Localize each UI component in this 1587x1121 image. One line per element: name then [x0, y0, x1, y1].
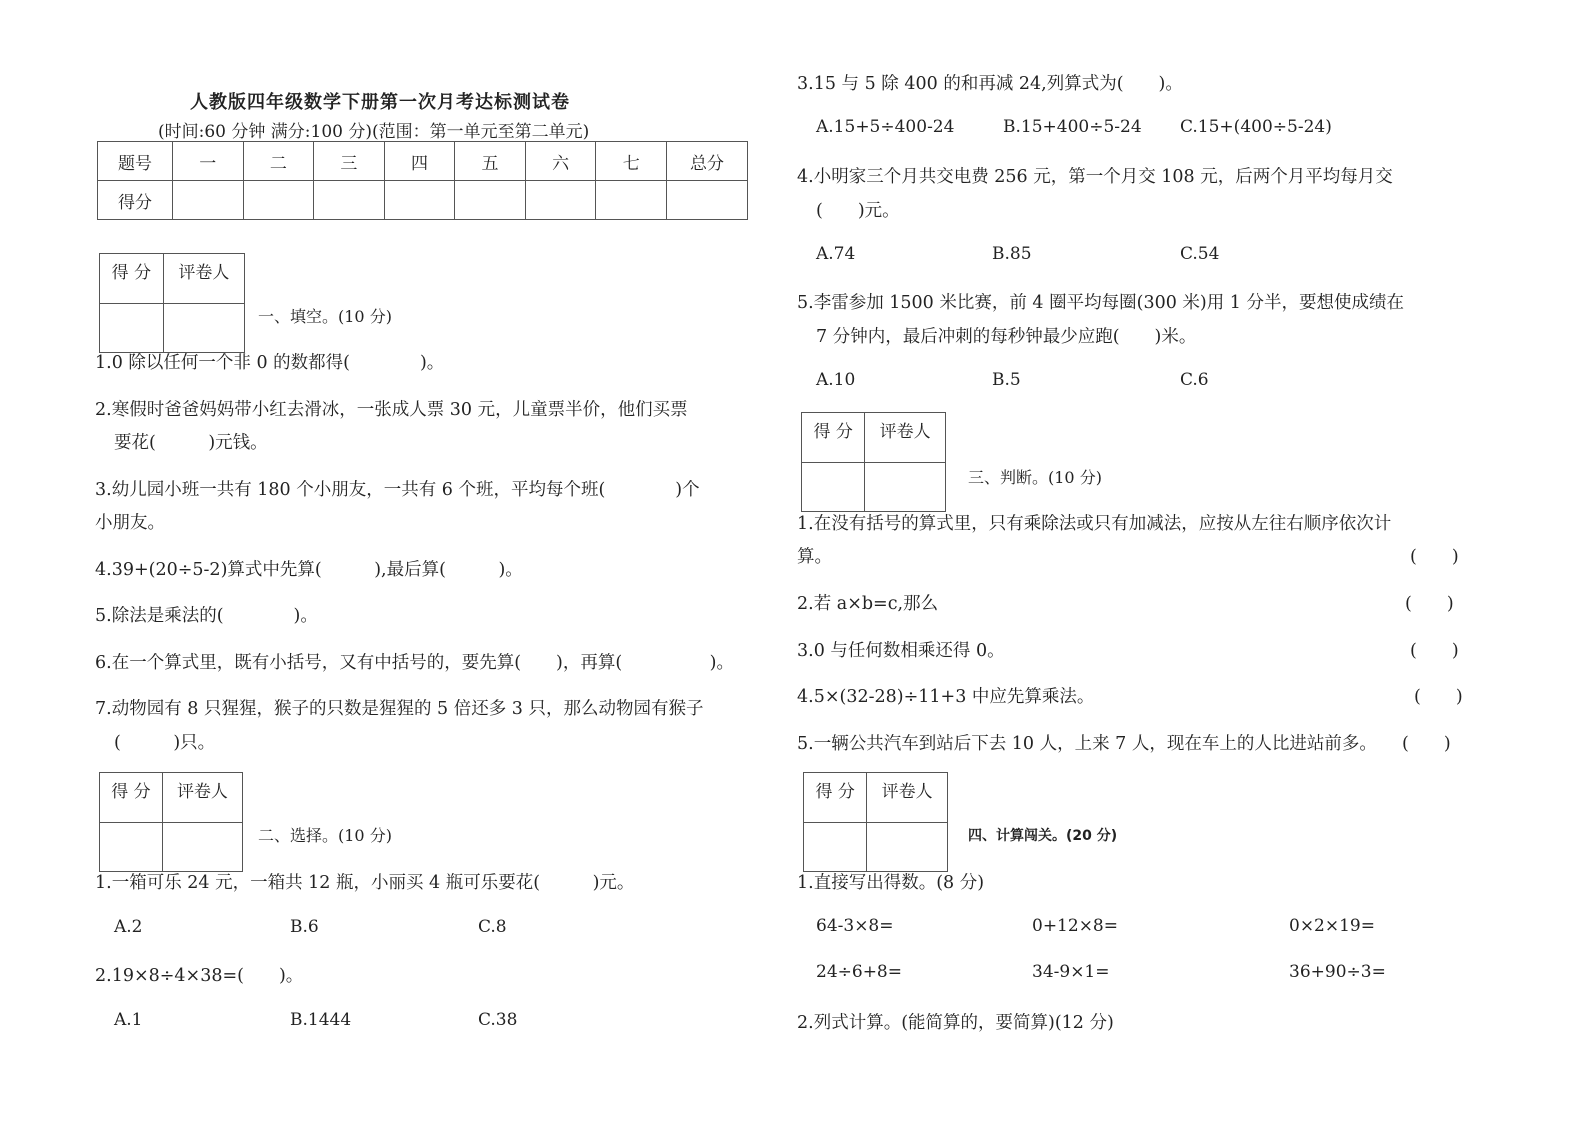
s1-question-3-cont: 小朋友。	[95, 513, 165, 533]
s2-q1-option-c[interactable]: C.8	[478, 917, 507, 937]
s2-q3-option-a[interactable]: A.15+5÷400-24	[816, 117, 955, 137]
s1-question-2-cont: 要花( )元钱。	[114, 433, 268, 453]
s2-q5-option-b[interactable]: B.5	[992, 370, 1021, 390]
score-cell[interactable]	[455, 181, 526, 220]
s3-question-4: 4.5×(32-28)÷11+3 中应先算乘法。	[797, 687, 1095, 707]
s3-q4-answer-bracket[interactable]: ( )	[1414, 687, 1463, 707]
s1-question-6: 6.在一个算式里，既有小括号，又有中括号的，要先算( )，再算( )。	[95, 653, 735, 673]
grader-name-cell[interactable]	[162, 823, 242, 872]
s3-q5-answer-bracket[interactable]: ( )	[1402, 734, 1451, 754]
grader-name-label: 评卷人	[865, 413, 946, 463]
s4-question-2: 2.列式计算。(能简算的，要简算)(12 分)	[797, 1013, 1114, 1033]
score-table-score-row	[98, 181, 748, 220]
score-table-col: 四	[384, 142, 455, 181]
s1-question-7: 7.动物园有 8 只猩猩，猴子的只数是猩猩的 5 倍还多 3 只，那么动物园有猴子	[95, 699, 704, 719]
score-table-label: 题号	[98, 142, 173, 181]
s2-q4-option-a[interactable]: A.74	[816, 244, 856, 264]
s3-q1-answer-bracket[interactable]: ( )	[1410, 547, 1459, 567]
s2-q3-option-c[interactable]: C.15+(400÷5-24)	[1180, 117, 1332, 137]
s2-question-5: 5.李雷参加 1500 米比赛，前 4 圈平均每圈(300 米)用 1 分半，要想使成绩在	[797, 293, 1404, 313]
score-table-col: 总分	[667, 142, 748, 181]
s2-q1-option-b[interactable]: B.6	[290, 917, 319, 937]
s2-question-4: 4.小明家三个月共交电费 256 元，第一个月交 108 元，后两个月平均每月交	[797, 167, 1393, 187]
section-1-heading: 一、填空。(10 分)	[258, 307, 392, 326]
grader-box	[99, 253, 245, 353]
s2-q1-option-a[interactable]: A.2	[114, 917, 143, 937]
grader-score-label: 得 分	[100, 254, 164, 304]
calc-item[interactable]: 0×2×19=	[1289, 916, 1375, 936]
calc-item[interactable]: 24÷6+8=	[816, 962, 902, 982]
s2-question-4-cont: ( )元。	[816, 201, 900, 221]
s3-q3-answer-bracket[interactable]: ( )	[1410, 641, 1459, 661]
score-table	[97, 141, 748, 220]
calc-item[interactable]: 0+12×8=	[1032, 916, 1118, 936]
s2-question-2: 2.19×8÷4×38=( )。	[95, 966, 304, 986]
calc-item[interactable]: 64-3×8=	[816, 916, 894, 936]
grader-name-cell[interactable]	[867, 823, 948, 872]
s2-question-1: 1.一箱可乐 24 元，一箱共 12 瓶，小丽买 4 瓶可乐要花( )元。	[95, 873, 635, 893]
s1-question-1: 1.0 除以任何一个非 0 的数都得( )。	[95, 353, 445, 373]
grader-score-cell[interactable]	[802, 463, 865, 512]
s2-q5-option-c[interactable]: C.6	[1180, 370, 1209, 390]
s2-q2-option-c[interactable]: C.38	[478, 1010, 518, 1030]
score-table-col: 三	[314, 142, 385, 181]
grader-name-label: 评卷人	[162, 773, 242, 823]
grader-name-cell[interactable]	[865, 463, 946, 512]
s1-question-7-cont: ( )只。	[114, 733, 216, 753]
grader-box	[803, 772, 948, 872]
s3-question-2: 2.若 a×b=c,那么	[797, 594, 939, 614]
s1-question-3: 3.幼儿园小班一共有 180 个小朋友，一共有 6 个班，平均每个班( )个	[95, 480, 700, 500]
section-3-heading: 三、判断。(10 分)	[968, 468, 1102, 487]
s2-q2-option-b[interactable]: B.1444	[290, 1010, 352, 1030]
score-cell[interactable]	[596, 181, 667, 220]
s4-question-1: 1.直接写出得数。(8 分)	[797, 873, 985, 893]
score-cell[interactable]	[667, 181, 748, 220]
grader-box	[99, 772, 243, 872]
s2-q3-option-b[interactable]: B.15+400÷5-24	[1003, 117, 1142, 137]
score-table-col: 七	[596, 142, 667, 181]
calc-item[interactable]: 34-9×1=	[1032, 962, 1110, 982]
score-table-label: 得分	[98, 181, 173, 220]
page-subtitle: (时间:60 分钟 满分:100 分)(范围：第一单元至第二单元)	[158, 122, 590, 142]
score-table-col: 六	[525, 142, 596, 181]
grader-name-label: 评卷人	[163, 254, 244, 304]
grader-box	[801, 412, 946, 512]
s3-q2-answer-bracket[interactable]: ( )	[1405, 594, 1454, 614]
score-cell[interactable]	[243, 181, 314, 220]
score-cell[interactable]	[525, 181, 596, 220]
grader-score-label: 得 分	[802, 413, 865, 463]
score-cell[interactable]	[384, 181, 455, 220]
s3-question-5: 5.一辆公共汽车到站后下去 10 人，上来 7 人，现在车上的人比进站前多。	[797, 734, 1377, 754]
section-4-heading: 四、计算闯关。(20 分)	[968, 828, 1118, 844]
page-title: 人教版四年级数学下册第一次月考达标测试卷	[190, 92, 570, 113]
s2-question-5-cont: 7 分钟内，最后冲刺的每秒钟最少应跑( )米。	[816, 327, 1197, 347]
grader-score-cell[interactable]	[100, 304, 164, 353]
s1-question-4: 4.39+(20÷5-2)算式中先算( ),最后算( )。	[95, 560, 523, 580]
s2-q4-option-b[interactable]: B.85	[992, 244, 1032, 264]
s3-question-3: 3.0 与任何数相乘还得 0。	[797, 641, 1005, 661]
grader-score-cell[interactable]	[100, 823, 163, 872]
score-cell[interactable]	[173, 181, 244, 220]
score-table-header-row	[98, 142, 748, 181]
s3-question-1: 1.在没有括号的算式里，只有乘除法或只有加减法，应按从左往右顺序依次计	[797, 514, 1392, 534]
section-2-heading: 二、选择。(10 分)	[258, 826, 392, 845]
calc-item[interactable]: 36+90÷3=	[1289, 962, 1386, 982]
s1-question-5: 5.除法是乘法的( )。	[95, 606, 318, 626]
s2-q2-option-a[interactable]: A.1	[114, 1010, 143, 1030]
s2-q5-option-a[interactable]: A.10	[816, 370, 856, 390]
s2-q4-option-c[interactable]: C.54	[1180, 244, 1220, 264]
grader-score-label: 得 分	[100, 773, 163, 823]
score-table-col: 二	[243, 142, 314, 181]
score-cell[interactable]	[314, 181, 385, 220]
grader-score-label: 得 分	[804, 773, 867, 823]
s1-question-2: 2.寒假时爸爸妈妈带小红去滑冰，一张成人票 30 元，儿童票半价，他们买票	[95, 400, 688, 420]
grader-name-label: 评卷人	[867, 773, 948, 823]
score-table-col: 一	[173, 142, 244, 181]
s2-question-3: 3.15 与 5 除 400 的和再减 24,列算式为( )。	[797, 74, 1183, 94]
grader-score-cell[interactable]	[804, 823, 867, 872]
s3-question-1-cont: 算。	[797, 547, 832, 567]
grader-name-cell[interactable]	[163, 304, 244, 353]
score-table-col: 五	[455, 142, 526, 181]
